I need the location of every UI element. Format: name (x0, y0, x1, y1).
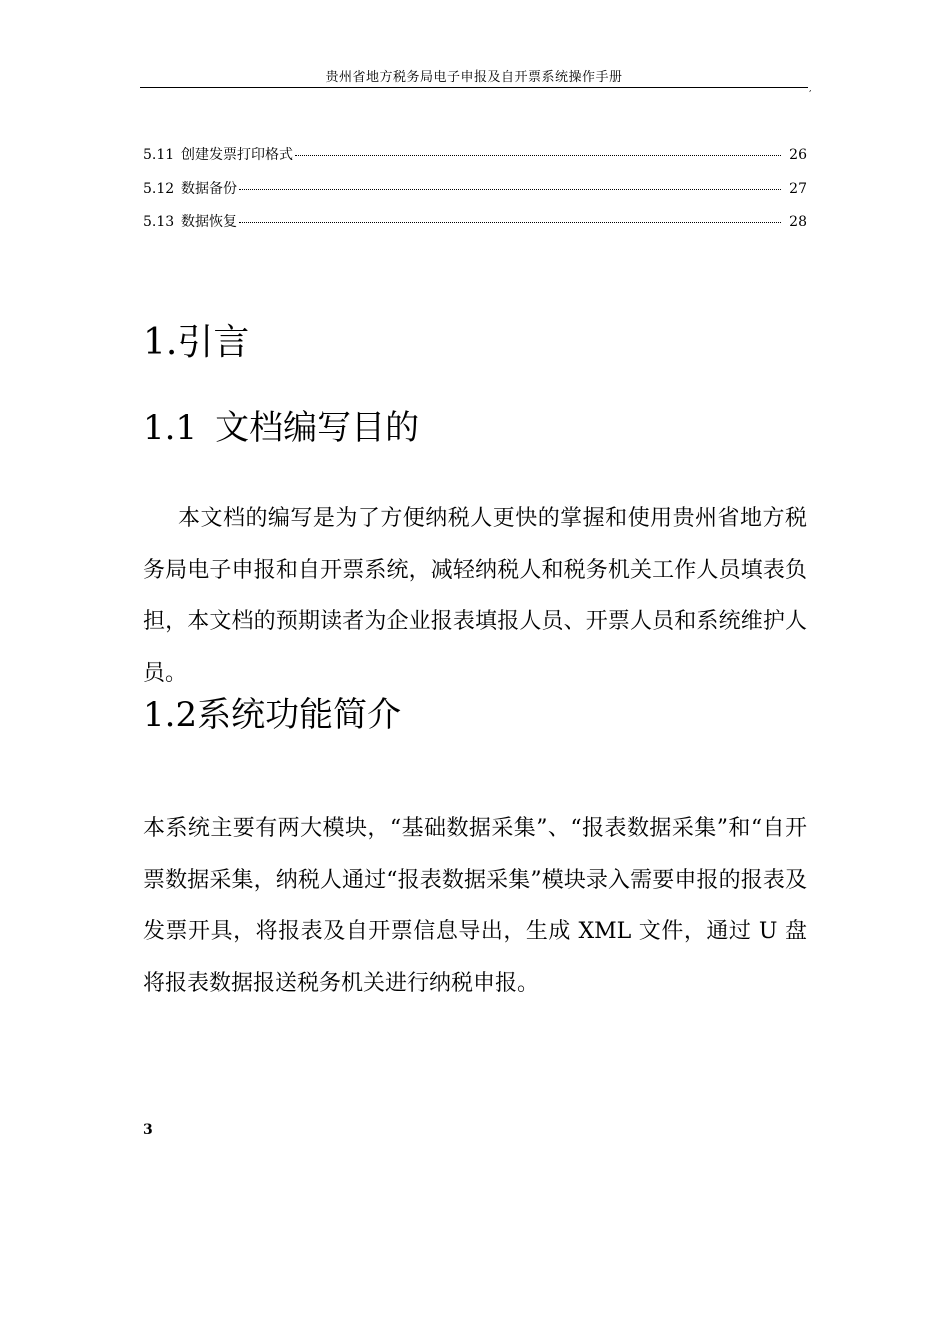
toc-entry-number: 5.11 (143, 147, 175, 163)
section-number: 1.2 (143, 695, 198, 735)
table-of-contents (143, 144, 807, 245)
toc-entry-page: 28 (789, 214, 807, 230)
toc-entry-number: 5.13 (143, 214, 175, 230)
toc-dot-leader (239, 189, 781, 190)
toc-entry-page: 26 (789, 147, 807, 163)
toc-entry[interactable] (143, 211, 807, 245)
toc-entry[interactable] (143, 178, 807, 212)
toc-dot-leader (239, 222, 781, 223)
section-number: 1.1 (143, 408, 198, 448)
toc-dot-leader (295, 155, 781, 156)
toc-entry-page: 27 (789, 180, 807, 197)
section-title: 文档编写目的 (215, 408, 420, 448)
header-rule (140, 87, 808, 88)
section-body: 本系统主要有两大模块，“基础数据采集”、“报表数据采集”和“自开票数据采集，纳税人通过“报表数据采集”模块录入需要申报的报表及发票开具，将报表及自开票信息导出，生成 XML 文件，通过 U 盘将报表数据报送税务机关进行纳税申报。 (143, 816, 807, 996)
running-header: 贵州省地方税务局电子申报及自开票系统操作手册 (325, 70, 623, 85)
toc-entry-number: 5.12 (143, 180, 175, 197)
toc-entry-title: 数据恢复 (181, 214, 237, 230)
page-number: 3 (143, 1122, 153, 1138)
section-title: 系统功能简介 (197, 695, 402, 735)
chapter-heading: 1.引言 (143, 322, 250, 363)
toc-entry-title: 数据备份 (181, 180, 237, 197)
toc-entry[interactable] (143, 144, 807, 178)
header-mark: , (809, 84, 812, 93)
section-heading (143, 687, 401, 736)
section-body: 本文档的编写是为了方便纳税人更快的掌握和使用贵州省地方税务局电子申报和自开票系统，减轻纳税人和税务机关工作人员填表负担，本文档的预期读者为企业报表填报人员、开票人员和系统维护人员。 (143, 506, 807, 686)
section-heading (143, 400, 419, 449)
toc-entry-title: 创建发票打印格式 (181, 147, 293, 163)
